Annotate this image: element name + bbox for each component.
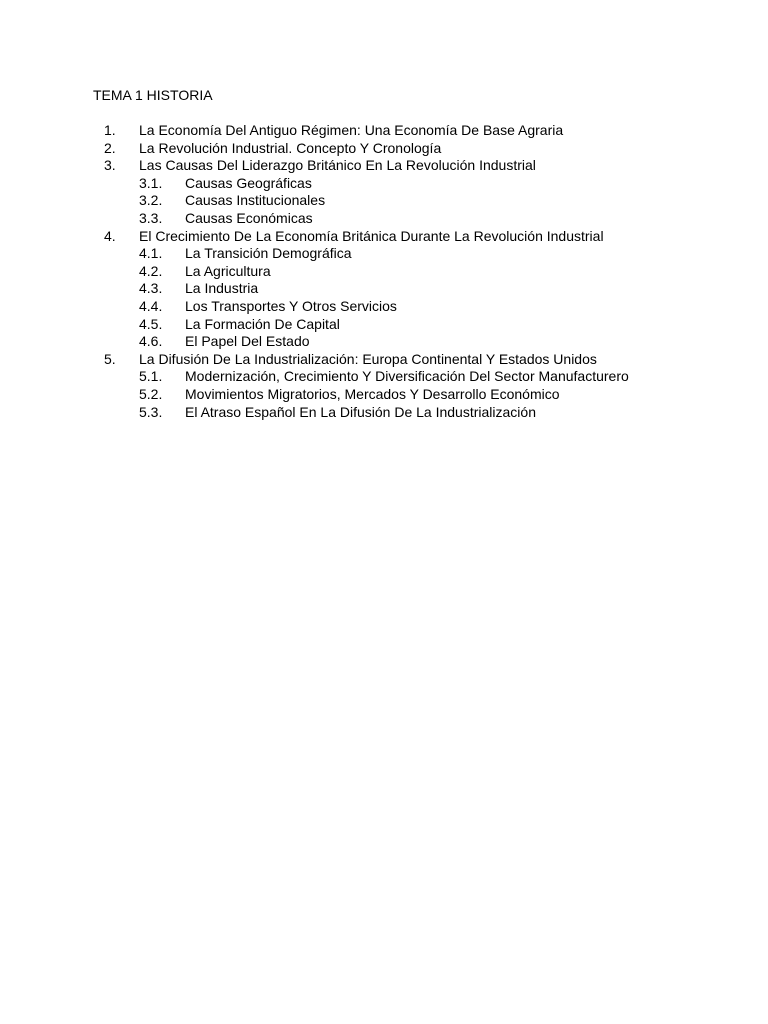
outline-item-number: 2.: [104, 139, 116, 156]
outline-item-text: Las Causas Del Liderazgo Británico En La Revolución Industrial: [139, 157, 536, 174]
outline-subitem-text: Modernización, Crecimiento Y Diversificación Del Sector Manufacturero: [185, 368, 629, 385]
outline-subitem: [0, 192, 768, 210]
outline-item: [0, 157, 768, 175]
outline-subitem: [0, 245, 768, 263]
outline-subitem-number: 4.1.: [139, 245, 163, 262]
outline-item: [0, 140, 768, 158]
outline-subitem: [0, 404, 768, 422]
outline-subitem-text: La Formación De Capital: [185, 315, 340, 332]
outline-subitem-text: Causas Institucionales: [185, 192, 326, 209]
outline-subitem-text: El Papel Del Estado: [185, 333, 310, 350]
outline-subitem-text: El Atraso Español En La Difusión De La Industrialización: [185, 403, 536, 420]
outline-subitem: [0, 316, 768, 334]
outline-subitem-number: 4.6.: [139, 333, 163, 350]
outline-subitem: [0, 368, 768, 386]
outline-subitem: [0, 210, 768, 228]
outline-subitem: [0, 333, 768, 351]
outline-subitem: [0, 263, 768, 281]
outline-item-text: La Revolución Industrial. Concepto Y Cronología: [139, 139, 442, 156]
outline-item-number: 3.: [104, 157, 116, 174]
outline-item-number: 4.: [104, 227, 116, 244]
outline-subitem-number: 4.4.: [139, 297, 163, 314]
outline-item: [0, 351, 768, 369]
outline-item-number: 1.: [104, 122, 116, 138]
outline-subitem-text: Los Transportes Y Otros Servicios: [185, 297, 397, 314]
outline-item: [0, 122, 768, 140]
outline-subitem-text: La Transición Demográfica: [185, 245, 352, 262]
outline-subitem: [0, 386, 768, 404]
outline-item-text: La Difusión De La Industrialización: Europa Continental Y Estados Unidos: [139, 350, 597, 367]
outline-subitem-number: 3.3.: [139, 209, 163, 226]
outline-subitem-number: 5.1.: [139, 368, 163, 385]
outline-subitem-text: La Agricultura: [185, 262, 271, 279]
outline-subitem-number: 5.3.: [139, 403, 163, 420]
outline-subitem-number: 5.2.: [139, 385, 163, 402]
outline-subitem-text: La Industria: [185, 280, 259, 297]
outline-subitem-text: Causas Económicas: [185, 209, 313, 226]
outline-subitem: [0, 280, 768, 298]
topic-outline: [0, 122, 768, 421]
outline-subitem-number: 3.2.: [139, 192, 163, 209]
outline-subitem-number: 4.5.: [139, 315, 163, 332]
outline-subitem-number: 4.3.: [139, 280, 163, 297]
outline-item-text: El Crecimiento De La Economía Británica Durante La Revolución Industrial: [139, 227, 604, 244]
outline-item-text: La Economía Del Antiguo Régimen: Una Economía De Base Agraria: [139, 122, 564, 138]
outline-subitem: [0, 298, 768, 316]
outline-subitem-number: 4.2.: [139, 262, 163, 279]
outline-subitem-text: Movimientos Migratorios, Mercados Y Desarrollo Económico: [185, 385, 560, 402]
outline-item-number: 5.: [104, 350, 116, 367]
outline-item: [0, 228, 768, 246]
outline-subitem-number: 3.1.: [139, 174, 163, 191]
outline-subitem-text: Causas Geográficas: [185, 174, 312, 191]
outline-subitem: [0, 175, 768, 193]
document-title: TEMA 1 HISTORIA: [93, 87, 213, 103]
